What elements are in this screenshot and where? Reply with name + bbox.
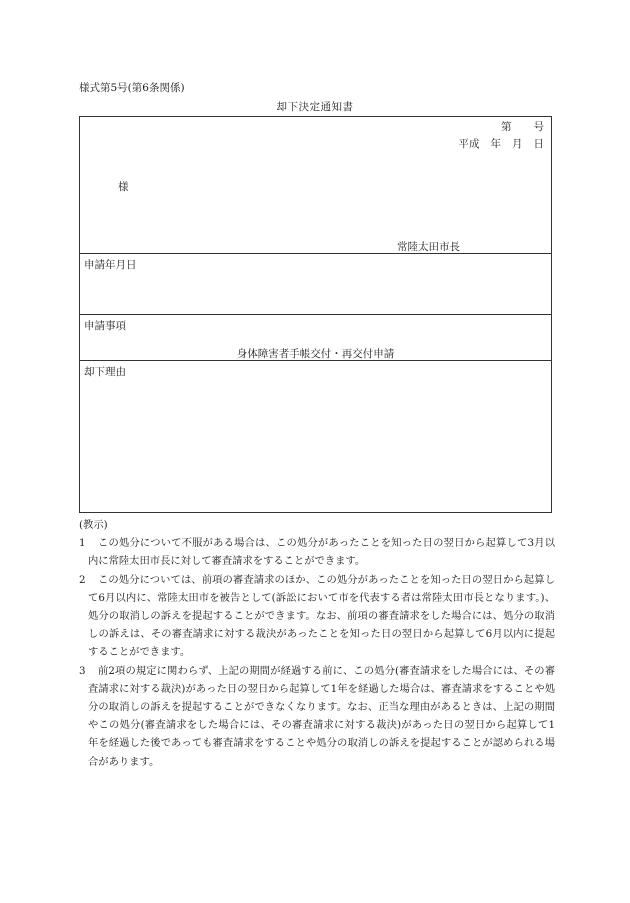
application-matter-label: 申請事項 (84, 320, 126, 332)
application-matter-section (80, 314, 551, 360)
day-unit: 日 (533, 138, 544, 150)
notification-form (79, 116, 552, 513)
document-title: 却下決定通知書 (276, 101, 354, 113)
number-suffix: 号 (533, 121, 544, 133)
notice-item-text: 前2項の規定に関わらず、上記の期間が経過する前に、この処分(審査請求をした場合には、その審査請求に対する裁決)があった日の翌日から起算して1年を経過した場合は、審査請求をすることや処分の取消しの訴えを提起することができなくなります。なお、正当な理由があるときは、上記の期間やこの処分(審査請求をした場合には、その審査請求に対する裁決)があった日の翌日から起算して1年を経過した後であっても審査請求をすることや処分の取消しの訴えを提起することが認められる場合があります。 (88, 664, 555, 768)
rejection-reason-label: 却下理由 (84, 366, 126, 378)
appeal-notice (79, 516, 555, 771)
notice-item-number: 2 (79, 573, 86, 586)
rejection-reason-section (80, 360, 551, 512)
month-unit: 月 (512, 138, 523, 150)
notice-item (79, 571, 555, 662)
notice-item-text: この処分について不服がある場合は、この処分があったことを知った日の翌日から起算して3月以内に常陸太田市長に対して審査請求をすることができます。 (88, 537, 555, 568)
number-prefix: 第 (501, 121, 512, 133)
application-date-label: 申請年月日 (84, 259, 137, 271)
notice-item (79, 662, 555, 771)
issue-date-line (459, 136, 545, 151)
notice-item (79, 534, 555, 570)
application-date-section (80, 253, 551, 314)
form-number-label: 様式第5号(第6条関係) (79, 82, 185, 94)
header-section (80, 117, 551, 253)
era-label: 平成 (458, 138, 480, 150)
notice-heading: (教示) (79, 519, 108, 531)
application-matter-value: 身体障害者手帳交付・再交付申請 (236, 348, 395, 360)
notice-item-number: 3 (79, 664, 86, 677)
document-number-line (501, 119, 544, 134)
issuer-name: 常陸太田市長 (397, 241, 460, 253)
notice-item-number: 1 (79, 537, 86, 550)
addressee: 様 (118, 181, 129, 193)
notice-item-text: この処分については、前項の審査請求のほか、この処分があったことを知った日の翌日から起算して6月以内に、常陸太田市を被告として(訴訟において市を代表する者は常陸太田市長となります。)、処分の取消しの訴えを提起することができます。なお、前項の審査請求をした場合には、処分の取消しの訴えは、その審査請求に対する裁決があったことを知った日の翌日から起算して6月以内に提起することができます。 (88, 573, 555, 659)
year-unit: 年 (490, 138, 501, 150)
